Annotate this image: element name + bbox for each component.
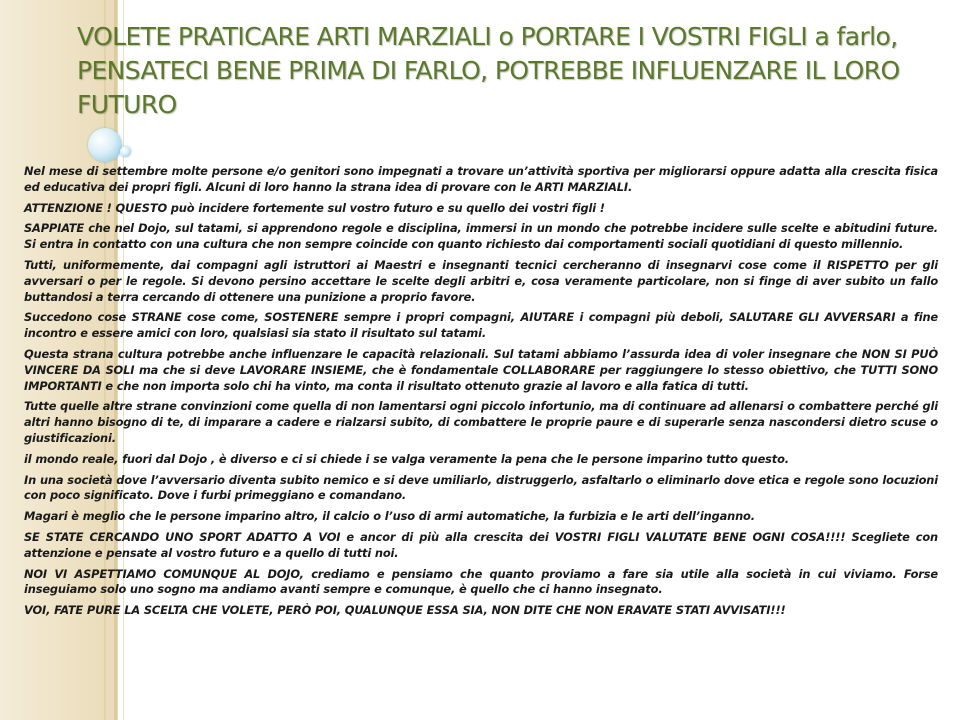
decorative-bubble-small-icon <box>120 146 131 157</box>
paragraph: Tutti, uniformemente, dai compagni agli istruttori ai Maestri e insegnanti tecnici cercheranno di insegnarvi cose come il RISPETTO per gli avversari o per le regole. Si devono persino accettare le scelte degli arbitri e, cosa veramente particolare, non si finge di aver subito un fallo buttandosi a terra cercando di ottenere una punizione a proprio favore. <box>24 257 938 304</box>
decorative-bubble-icon <box>88 128 122 162</box>
paragraph: SAPPIATE che nel Dojo, sul tatami, si apprendono regole e disciplina, immersi in un mondo che potrebbe incidere sulle scelte e abitudini future. Si entra in contatto con una cultura che non sempre coincide con quanto richiesto dai comportamenti sociali quotidiani di questo millennio. <box>24 221 938 252</box>
paragraph: In una società dove l’avversario diventa subito nemico e si deve umiliarlo, distruggerlo, asfaltarlo o eliminarlo dove etica e regole sono locuzioni con poco significato. Dove i furbi primeggiano e comandano. <box>24 472 938 503</box>
paragraph: il mondo reale, fuori dal Dojo , è diverso e ci si chiede i se valga veramente la pena che le persone imparino tutto questo. <box>24 451 789 466</box>
paragraph: VOI, FATE PURE LA SCELTA CHE VOLETE, PERÒ POI, QUALUNQUE ESSA SIA, NON DITE CHE NON ERAVATE STATI AVVISATI!!! <box>24 603 786 618</box>
paragraph: ATTENZIONE ! QUESTO può incidere fortemente sul vostro futuro e su quello dei vostri figli ! <box>24 200 605 215</box>
slide-body <box>24 164 938 624</box>
paragraph: NOI VI ASPETTIAMO COMUNQUE AL DOJO, crediamo e pensiamo che quanto proviamo a fare sia utile alla società in cui viviamo. Forse inseguiamo solo uno sogno ma andiamo avanti sempre e comunque, è quello che ci hanno insegnato. <box>24 566 938 597</box>
slide-title: VOLETE PRATICARE ARTI MARZIALI o PORTARE I VOSTRI FIGLI a farlo, PENSATECI BENE PRIMA DI FARLO, POTREBBE INFLUENZARE IL LORO FUTURO <box>77 22 900 119</box>
paragraph: Tutte quelle altre strane convinzioni come quella di non lamentarsi ogni piccolo infortunio, ma di continuare ad allenarsi o combattere perché gli altri hanno bisogno di te, di imparare a cadere e rialzarsi subito, di combattere le proprie paure e di superarle senza nascondersi dietro scuse o giustificazioni. <box>24 399 938 445</box>
paragraph: Magari è meglio che le persone imparino altro, il calcio o l’uso di armi automatiche, la furbizia e le arti dell’inganno. <box>24 509 755 524</box>
paragraph: Succedono cose STRANE cose come, SOSTENERE sempre i propri compagni, AIUTARE i compagni più deboli, SALUTARE GLI AVVERSARI a fine incontro e essere amici con loro, qualsiasi sia stato il risultato sul tatami. <box>24 310 938 341</box>
paragraph: SE STATE CERCANDO UNO SPORT ADATTO A VOI e ancor di più alla crescita dei VOSTRI FIGLI VALUTATE BENE OGNI COSA!!!! Scegliete con attenzione e pensate al vostro futuro e a quello di tutti noi. <box>24 529 938 560</box>
paragraph: Questa strana cultura potrebbe anche influenzare le capacità relazionali. Sul tatami abbiamo l’assurda idea di voler insegnare che NON SI PUÒ VINCERE DA SOLI ma che si deve LAVORARE INSIEME, che è fondamentale COLLABORARE per raggiungere lo stesso obiettivo, che TUTTI SONO IMPORTANTI e che non importa solo chi ha vinto, ma conta il risultato ottenuto grazie al lavoro e alla fatica di tutti. <box>24 346 938 393</box>
paragraph: Nel mese di settembre molte persone e/o genitori sono impegnati a trovare un’attività sportiva per migliorarsi oppure adatta alla crescita fisica ed educativa dei propri figli. Alcuni di loro hanno la strana idea di provare con le ARTI MARZIALI. <box>24 164 938 194</box>
